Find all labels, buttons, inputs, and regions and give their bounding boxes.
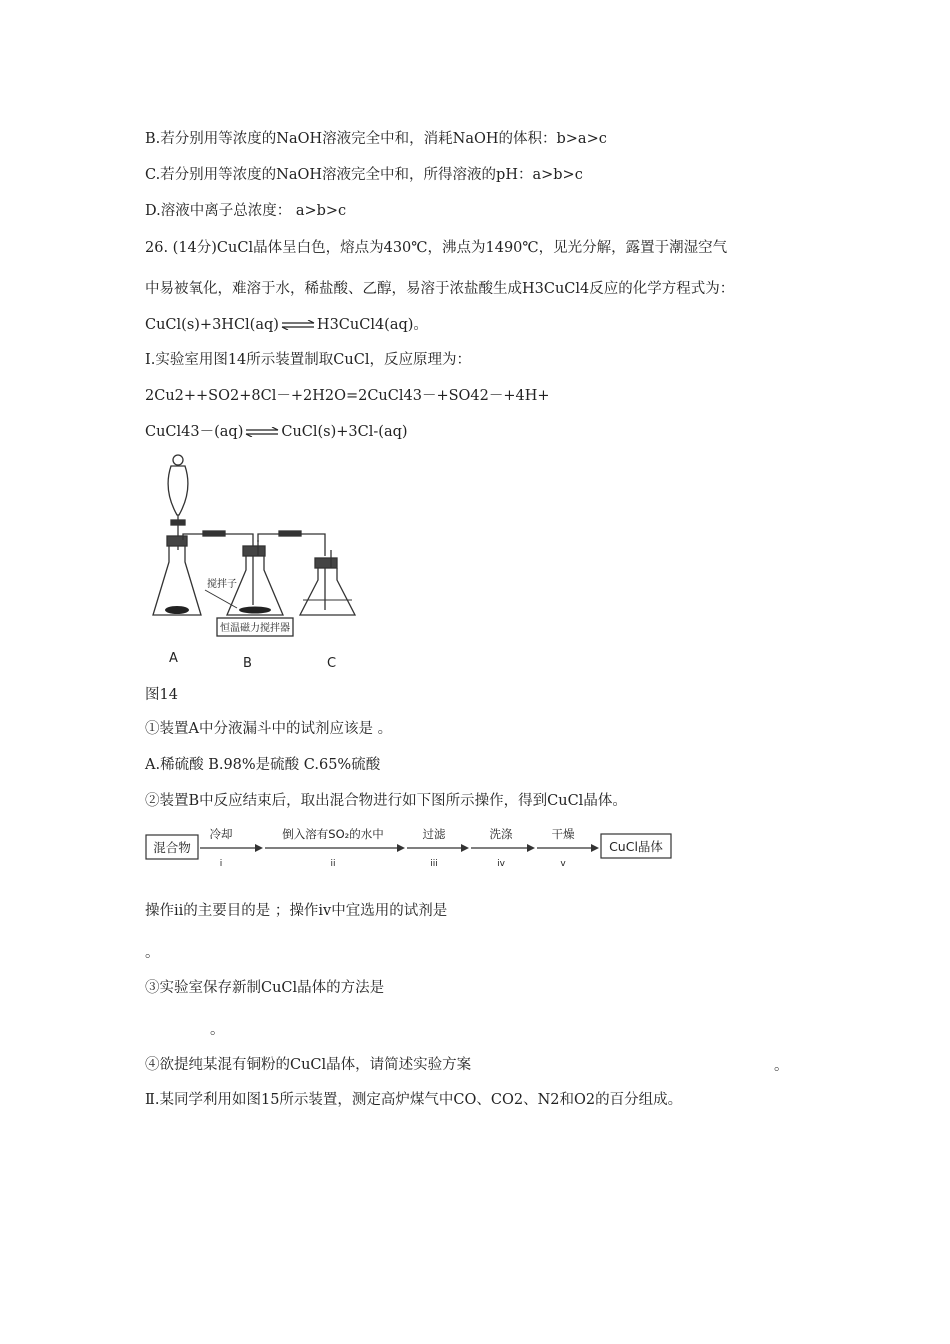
stirrer-plate-label: 恒温磁力搅拌器 xyxy=(220,623,290,634)
equilibrium-arrow-icon xyxy=(281,320,315,330)
solid-in-flask-a xyxy=(165,606,189,614)
flow-step-number: ii xyxy=(330,859,336,869)
stirrer-bar xyxy=(239,607,271,614)
stopper-a xyxy=(167,536,187,546)
figure-14-caption: 图14 xyxy=(145,687,178,703)
flow-step-number: iii xyxy=(430,859,438,869)
stirrer-bar-label: 搅拌子 xyxy=(207,579,237,590)
figure-14-apparatus xyxy=(145,450,365,676)
flow-step-number: i xyxy=(219,859,223,869)
flow-step-label: 过滤 xyxy=(422,827,446,841)
equation-1-right: H3CuCl4(aq)。 xyxy=(316,317,428,333)
label-a: A xyxy=(169,651,178,666)
funnel-stopper xyxy=(173,455,183,465)
label-b: B xyxy=(243,656,252,671)
equation-1 xyxy=(145,313,428,334)
equation-3 xyxy=(145,420,408,441)
question-2-sub: 操作ⅱ的主要目的是 ；操作ⅳ中宜选用的试剂是 xyxy=(145,903,448,919)
question-26-intro: 26. (14分)CuCl晶体呈白色，熔点为430℃，沸点为1490℃，见光分解，露置于潮湿空气 xyxy=(145,240,728,256)
flow-end: CuCl晶体 xyxy=(609,839,663,854)
process-flow-diagram xyxy=(145,824,675,872)
flow-step-label: 洗涤 xyxy=(489,827,513,841)
option-b: B.若分别用等浓度的NaOH溶液完全中和，消耗NaOH的体积：b>a>c xyxy=(145,131,607,147)
question-4-end: 。 xyxy=(774,1058,789,1074)
flow-step-label: 冷却 xyxy=(209,827,233,841)
label-c: C xyxy=(327,656,337,671)
equation-1-left: CuCl(s)+3HCl(aq) xyxy=(145,317,279,333)
separatory-funnel xyxy=(168,466,188,515)
option-c: C.若分别用等浓度的NaOH溶液完全中和，所得溶液的pH：a>b>c xyxy=(145,167,583,183)
question-3-end: 。 xyxy=(210,1022,225,1038)
question-2: ②装置B中反应结束后，取出混合物进行如下图所示操作，得到CuCl晶体。 xyxy=(145,793,627,809)
flask-a xyxy=(153,546,201,615)
equilibrium-arrow-icon xyxy=(245,427,279,437)
flow-step-number: iv xyxy=(497,859,505,869)
question-2-end: 。 xyxy=(145,945,160,961)
equation-2: 2Cu2++SO2+8Cl－+2H2O=2CuCl43－+SO42－+4H+ xyxy=(145,388,550,404)
flow-step-label: 干燥 xyxy=(551,827,575,841)
stopper-b xyxy=(243,546,265,556)
question-3: ③实验室保存新制CuCl晶体的方法是 xyxy=(145,980,385,996)
equation-3-right: CuCl(s)+3Cl-(aq) xyxy=(281,424,408,440)
option-d: D.溶液中离子总浓度： a>b>c xyxy=(145,203,347,219)
part-1-heading: Ⅰ.实验室用图14所示装置制取CuCl，反应原理为： xyxy=(145,352,471,368)
question-4: ④欲提纯某混有铜粉的CuCl晶体，请简述实验方案 xyxy=(145,1057,472,1073)
flow-step-number: v xyxy=(560,859,566,869)
flow-step-label: 倒入溶有SO₂的水中 xyxy=(282,827,384,841)
flask-c xyxy=(300,568,355,615)
flow-start: 混合物 xyxy=(153,840,191,855)
equation-3-left: CuCl43－(aq) xyxy=(145,424,244,440)
question-1-options: A.稀硫酸 B.98%是硫酸 C.65%硫酸 xyxy=(145,757,381,773)
question-1: ①装置A中分液漏斗中的试剂应该是 。 xyxy=(145,721,393,737)
stopper-c xyxy=(315,558,337,568)
part-2-heading: Ⅱ.某同学利用如图15所示装置，测定高炉煤气中CO、CO2、N2和O2的百分组成。 xyxy=(145,1092,683,1108)
question-26-intro-cont: 中易被氧化，难溶于水，稀盐酸、乙醇，易溶于浓盐酸生成H3CuCl4反应的化学方程式为： xyxy=(145,281,735,297)
